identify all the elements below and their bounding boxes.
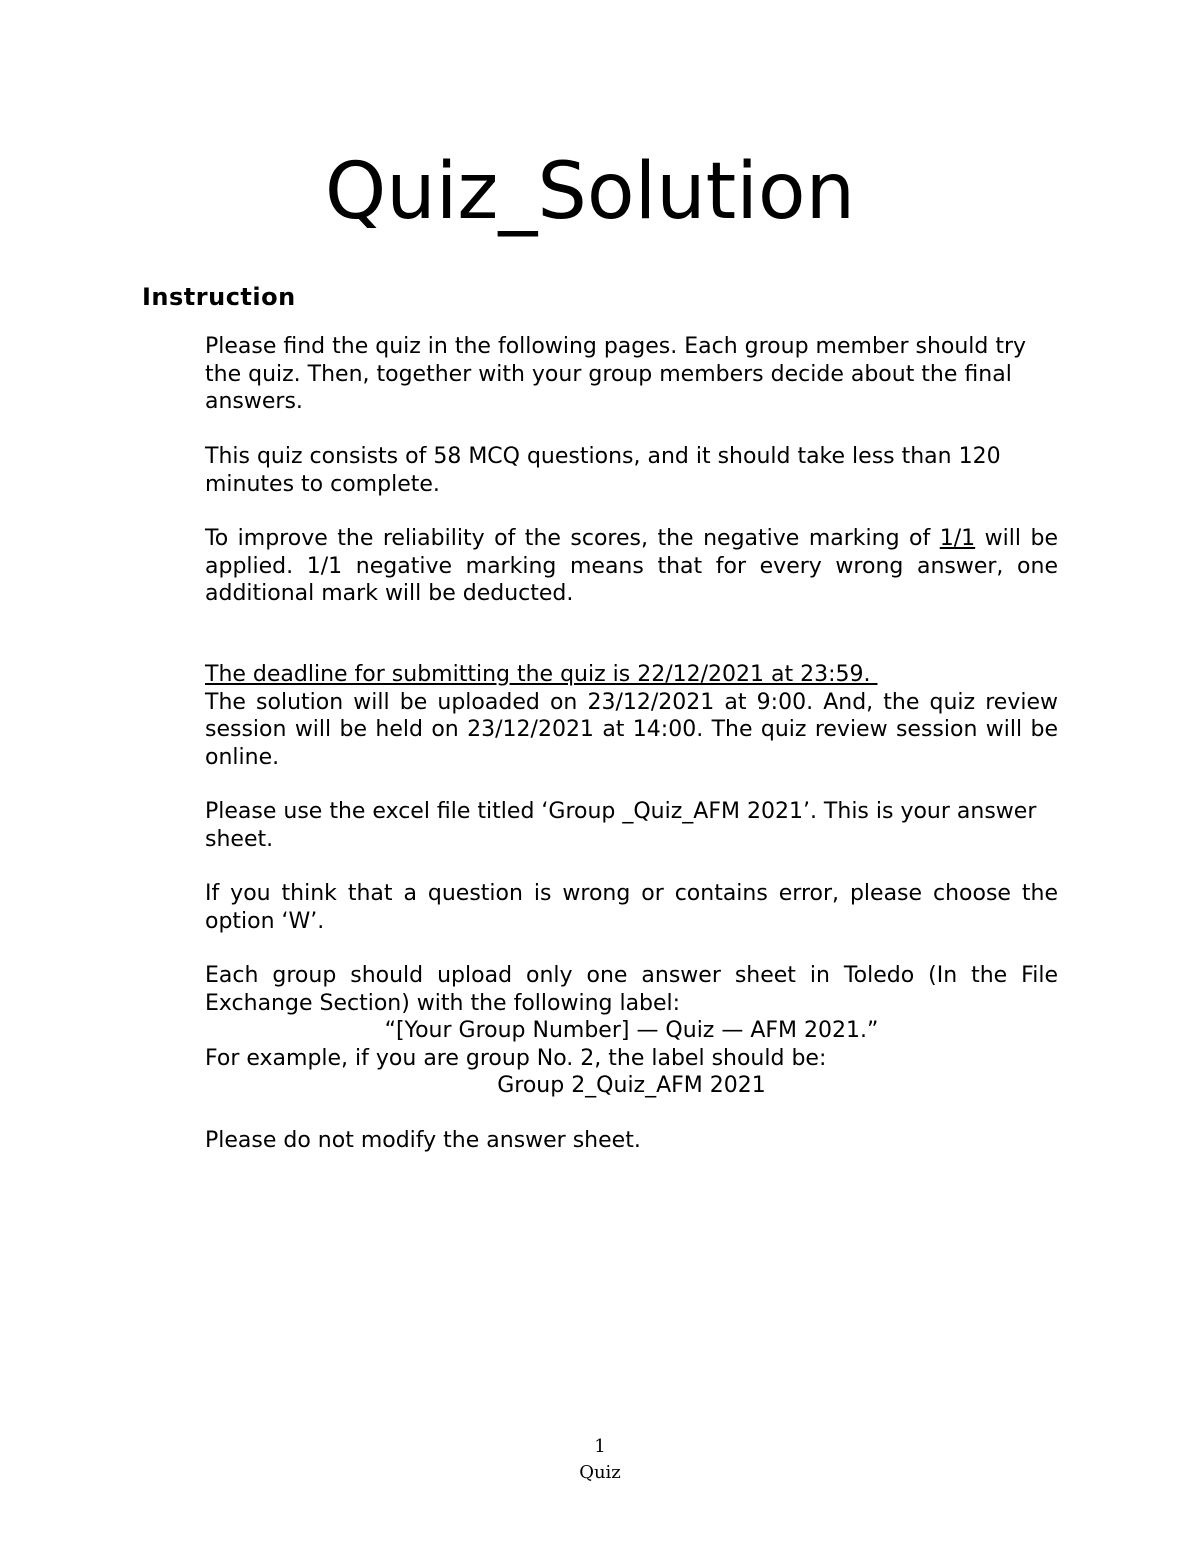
section-heading-instruction: Instruction	[142, 283, 296, 311]
paragraph-do-not-modify	[205, 1127, 1058, 1155]
paragraph-negative-marking	[205, 525, 1058, 608]
paragraph-answer-sheet	[205, 798, 1058, 853]
paragraph-solution-review: The solution will be uploaded on 23/12/2021 at 9:00. And, the quiz review session will be held on 23/12/2021 at 14:00. The quiz review session will be online.	[205, 689, 1058, 770]
paragraph-quiz-size-text: This quiz consists of 58 MCQ questions, and it should take less than 120 minutes to complete.	[205, 444, 1001, 497]
paragraph-quiz-size	[205, 443, 1058, 498]
negative-marking-ratio: 1/1	[939, 526, 976, 551]
paragraph-intro	[205, 333, 1058, 416]
label-format: “[Your Group Number] — Quiz — AFM 2021.”	[384, 1018, 879, 1043]
paragraph-upload-instructions	[205, 962, 1058, 1100]
paragraph-intro-text: Please find the quiz in the following pages. Each group member should try the quiz. Then, together with your group members decide about the final answers.	[205, 334, 1027, 414]
deadline-line: The deadline for submitting the quiz is 22/12/2021 at 23:59.	[205, 662, 878, 687]
paragraph-wrong-question-text: If you think that a question is wrong or contains error, please choose the option ‘W’.	[205, 881, 1058, 934]
paragraph-upload-text: Each group should upload only one answer sheet in Toledo (In the File Exchange Section) with the following label:	[205, 963, 1058, 1016]
negative-marking-rest: will be applied. 1/1 negative marking means that for every wrong answer, one additional mark will be deducted.	[205, 526, 1058, 606]
page-number: 1	[594, 1436, 606, 1457]
paragraph-do-not-modify-text: Please do not modify the answer sheet.	[205, 1128, 641, 1153]
paragraph-wrong-question	[205, 880, 1058, 935]
footer-label: Quiz	[579, 1462, 621, 1483]
negative-marking-intro: To improve the reliability of the scores, the negative marking of	[205, 526, 940, 551]
paragraph-deadline-solution	[205, 661, 1058, 771]
paragraph-example-text: For example, if you are group No. 2, the label should be:	[205, 1045, 827, 1071]
page-title: Quiz_Solution	[324, 147, 856, 237]
label-example: Group 2_Quiz_AFM 2021	[497, 1073, 766, 1098]
paragraph-negative-marking-text	[205, 525, 1058, 608]
paragraph-answer-sheet-text: Please use the excel file titled ‘Group _Quiz_AFM 2021’. This is your answer sheet.	[205, 799, 1037, 852]
